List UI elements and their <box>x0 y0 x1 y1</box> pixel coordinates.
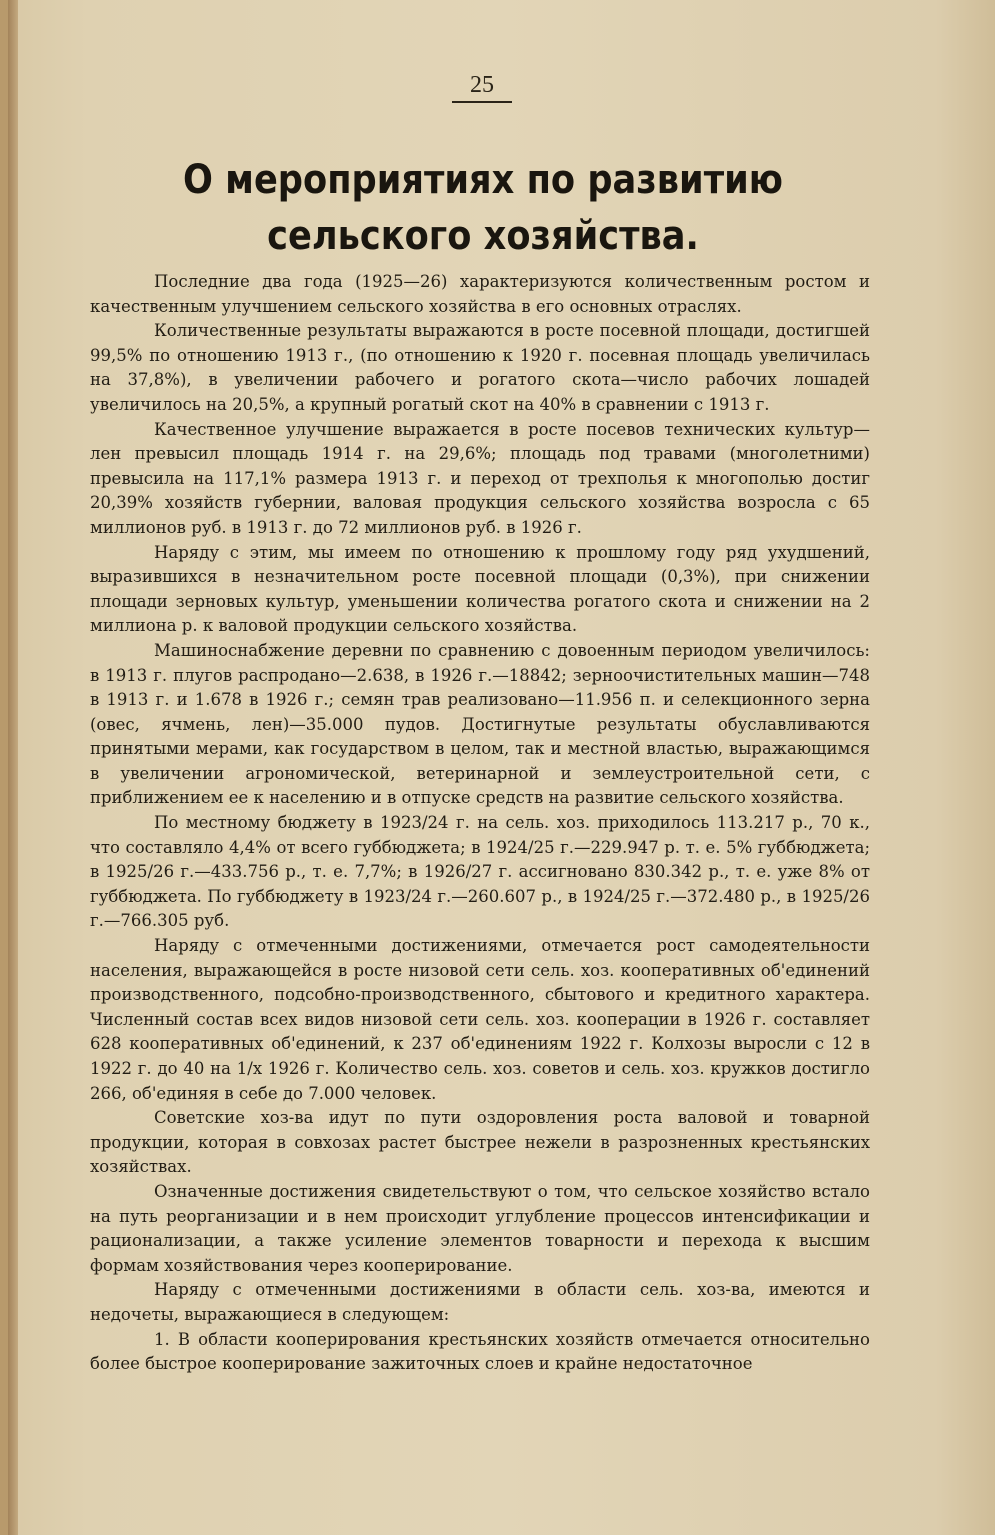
paragraph: Наряду с отмеченными достижениями, отмечается рост самодеятельности населения, выражающейся в росте низовой сети сель. хоз. кооперативных об'единений производственного, подсобно-производственного, сбытового и кредитного характера. Численный состав всех видов низовой сети сель. хоз. кооперации в 1926 г. составляет 628 кооперативных об'единений, к 237 об'единениям 1922 г. Колхозы выросли с 12 в 1922 г. до 40 на 1/х 1926 г. Количество сель. хоз. советов и сель. хоз. кружков достигло 266, об'единяя в себе до 7.000 человек. <box>90 936 870 1103</box>
paragraph: Наряду с отмеченными достижениями в области сель. хоз-ва, имеются и недочеты, выражающиеся в следующем: <box>90 1280 870 1324</box>
paragraph: Количественные результаты выражаются в росте посевной площади, достигшей 99,5% по отношению 1913 г., (по отношению к 1920 г. посевная площадь увеличилась на 37,8%), в увеличении рабочего и рогатого скота—число рабочих лошадей увеличилось на 20,5%, а крупный рогатый скот на 40% в сравнении с 1913 г. <box>90 321 870 414</box>
book-page <box>8 0 995 1535</box>
paragraph: Качественное улучшение выражается в росте посевов технических культур—лен превысил площадь 1914 г. на 29,6%; площадь под травами (многолетними) превысила на 117,1% размера 1913 г. и переход от трехполья к многополью достиг 20,39% хозяйств губернии, валовая продукция сельского хозяйства возросла с 65 миллионов руб. в 1913 г. до 72 миллионов руб. в 1926 г. <box>90 419 870 537</box>
page-spine-edge <box>8 0 18 1535</box>
list-item: 1. В области кооперирования крестьянских хозяйств отмечается относительно более быстрое кооперирование зажиточных слоев и крайне недостаточное <box>90 1329 870 1374</box>
page-title: О мероприятиях по развитию сельского хозяйства. <box>182 157 783 259</box>
article-body <box>90 270 870 1377</box>
paragraph: Означенные достижения свидетельствуют о том, что сельское хозяйство встало на путь реорганизации и в нем происходит углубление процессов интенсификации и рационализации, а также усиление элементов товарности и перехода к высшим формам хозяйствования через кооперирование. <box>90 1181 870 1275</box>
paragraph: Последние два года (1925—26) характеризуются количественным ростом и качественным улучшением сельского хозяйства в его основных отраслях. <box>90 272 870 316</box>
paragraph: По местному бюджету в 1923/24 г. на сель. хоз. приходилось 113.217 р., 70 к., что составляло 4,4% от всего губбюджета; в 1924/25 г.—229.947 р. т. е. 5% губбюджета; в 1925/26 г.—433.756 р., т. е. 7,7%; в 1926/27 г. ассигновано 830.342 р., т. е. уже 8% от губбюджета. По губбюджету в 1923/24 г.—260.607 р., в 1924/25 г.—372.480 р., в 1925/26 г.—766.305 руб. <box>90 813 870 931</box>
paragraph: Советские хоз-ва идут по пути оздоровления роста валовой и товарной продукции, которая в совхозах растет быстрее нежели в разрозненных крестьянских хозяйствах. <box>90 1108 870 1177</box>
page-number: 25 <box>452 72 512 103</box>
paragraph: Машиноснабжение деревни по сравнению с довоенным периодом увеличилось: в 1913 г. плугов распродано—2.638, в 1926 г.—18842; зерноочистительных машин—748 в 1913 г. и 1.678 в 1926 г.; семян трав реализовано—11.956 п. и селекционного зерна (овес, ячмень, лен)—35.000 пудов. Достигнутые результаты обуславливаются принятыми мерами, как государством в целом, так и местной властью, выражающимся в увеличении агрономической, ветеринарной и землеустроительной сети, с приближением ее к населению и в отпуске средств на развитие сельского хозяйства. <box>90 640 870 808</box>
paragraph: Наряду с этим, мы имеем по отношению к прошлому году ряд ухудшений, выразившихся в незначительном росте посевной площади (0,3%), при снижении площади зерновых культур, уменьшении количества рогатого скота и снижении на 2 миллиона р. к валовой продукции сельского хозяйства. <box>90 542 870 636</box>
